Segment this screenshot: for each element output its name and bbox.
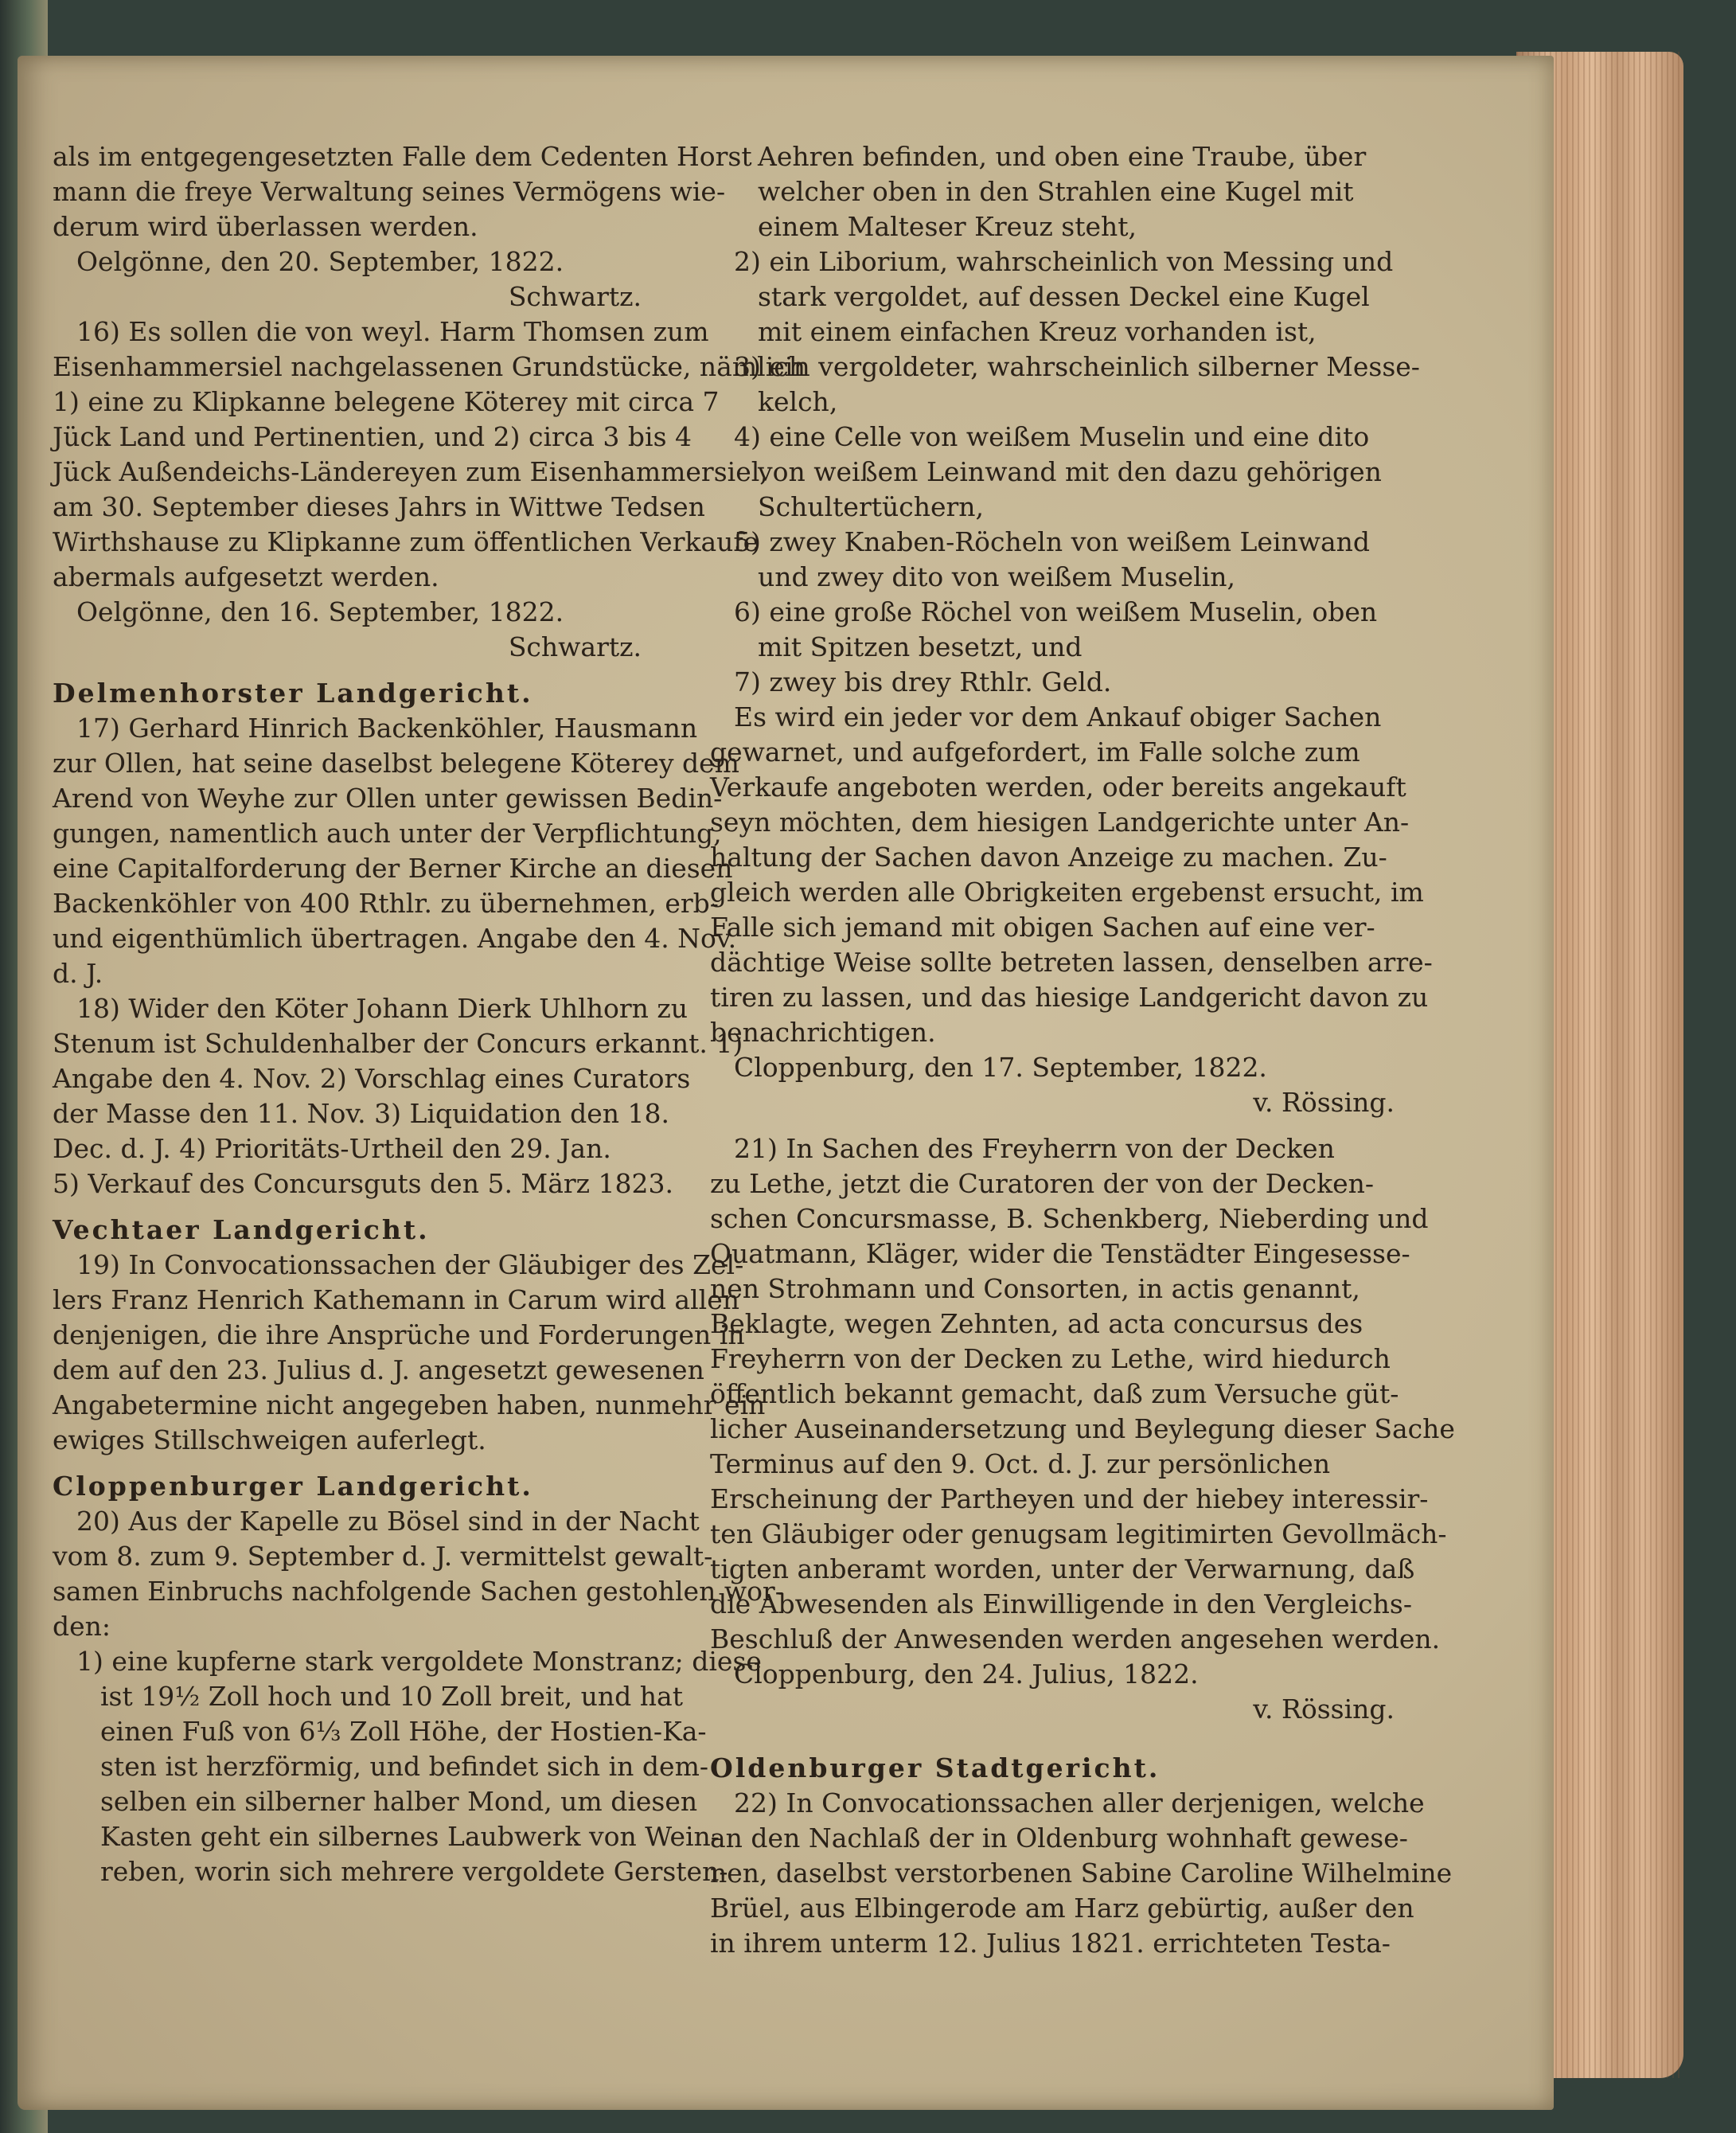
text-line: Eisenhammersiel nachgelassenen Grundstücke, nämlich: [53, 351, 806, 382]
text-line: tigten anberamt worden, unter der Verwarnung, daß: [710, 1553, 1415, 1584]
text-line: Arend von Weyhe zur Ollen unter gewissen Bedin-: [53, 783, 723, 814]
text-line: nen Strohmann und Consorten, in actis genannt,: [710, 1273, 1360, 1304]
text-line: zu Lethe, jetzt die Curatoren der von der Decken-: [710, 1168, 1375, 1199]
text-line: 20) Aus der Kapelle zu Bösel sind in der Nacht: [76, 1506, 700, 1537]
text-line: seyn möchten, dem hiesigen Landgerichte unter An-: [710, 807, 1410, 838]
text-line: 1) eine zu Klipkanne belegene Köterey mit circa 7: [53, 386, 720, 417]
text-line: mit Spitzen besetzt, und: [758, 631, 1083, 662]
text-line: von weißem Leinwand mit den dazu gehörigen: [758, 456, 1382, 487]
text-line: 19) In Convocationssachen der Gläubiger des Zel-: [76, 1249, 744, 1280]
text-line: Aehren befinden, und oben eine Traube, über: [758, 141, 1367, 172]
text-line: und zwey dito von weißem Muselin,: [758, 561, 1236, 592]
text-line: Stenum ist Schuldenhalber der Concurs erkannt. 1): [53, 1028, 743, 1059]
list-item: 1) eine kupferne stark vergoldete Monstranz; diese: [76, 1646, 762, 1677]
signature: Schwartz.: [508, 281, 642, 312]
text-line: die Abwesenden als Einwilligende in den Vergleichs-: [710, 1588, 1412, 1619]
text-line: Falle sich jemand mit obigen Sachen auf eine ver-: [710, 912, 1375, 943]
text-line: tiren zu lassen, und das hiesige Landgericht davon zu: [710, 982, 1429, 1013]
text-line: samen Einbruchs nachfolgende Sachen gestohlen wor-: [53, 1576, 784, 1607]
text-line: stark vergoldet, auf dessen Deckel eine Kugel: [758, 281, 1370, 312]
list-item: 6) eine große Röchel von weißem Muselin, oben: [734, 596, 1378, 627]
text-line: Schultertüchern,: [758, 491, 985, 522]
text-line: 22) In Convocationssachen aller derjenigen, welche: [734, 1787, 1425, 1819]
text-line: selben ein silberner halber Mond, um diesen: [100, 1786, 698, 1817]
section-heading: Vechtaer Landgericht.: [53, 1214, 430, 1245]
text-line: mit einem einfachen Kreuz vorhanden ist,: [758, 316, 1317, 347]
text-line: 5) Verkauf des Concursguts den 5. März 1823.: [53, 1168, 674, 1199]
text-line: benachrichtigen.: [710, 1017, 936, 1048]
list-item: 5) zwey Knaben-Röcheln von weißem Leinwand: [734, 526, 1371, 557]
text-line: ten Gläubiger oder genugsam legitimirten Gevollmäch-: [710, 1518, 1447, 1549]
text-line: derum wird überlassen werden.: [53, 211, 478, 242]
signature: v. Rössing.: [1253, 1694, 1395, 1725]
text-line: dächtige Weise sollte betreten lassen, denselben arre-: [710, 947, 1433, 978]
text-line: Wirthshause zu Klipkanne zum öffentlichen Verkaufe: [53, 526, 759, 557]
text-line: 17) Gerhard Hinrich Backenköhler, Hausmann: [76, 713, 698, 744]
text-line: Kasten geht ein silbernes Laubwerk von Wein-: [100, 1821, 720, 1852]
dateline: Oelgönne, den 16. September, 1822.: [76, 596, 564, 627]
text-line: an den Nachlaß der in Oldenburg wohnhaft gewese-: [710, 1822, 1408, 1854]
text-line: zur Ollen, hat seine daselbst belegene Köterey dem: [53, 748, 739, 779]
text-line: kelch,: [758, 386, 838, 417]
list-item: 4) eine Celle von weißem Muselin und eine dito: [734, 421, 1370, 452]
text-line: gleich werden alle Obrigkeiten ergebenst ersucht, im: [710, 877, 1424, 908]
text-line: gewarnet, und aufgefordert, im Falle solche zum: [710, 736, 1360, 768]
text-line: als im entgegengesetzten Falle dem Cedenten Horst: [53, 141, 752, 172]
text-line: am 30. September dieses Jahrs in Wittwe Tedsen: [53, 491, 705, 522]
text-line: gungen, namentlich auch unter der Verpflichtung,: [53, 818, 722, 849]
text-line: Erscheinung der Partheyen und der hiebey interessir-: [710, 1483, 1429, 1514]
text-line: mann die freye Verwaltung seines Vermögens wie-: [53, 176, 726, 207]
text-line: Angabetermine nicht angegeben haben, nunmehr ein: [53, 1389, 766, 1420]
text-line: Jück Land und Pertinentien, und 2) circa 3 bis 4: [53, 421, 692, 452]
dateline: Cloppenburg, den 24. Julius, 1822.: [734, 1658, 1199, 1690]
text-line: einem Malteser Kreuz steht,: [758, 211, 1137, 242]
text-line: lers Franz Henrich Kathemann in Carum wird allen: [53, 1284, 739, 1315]
text-line: den:: [53, 1611, 111, 1642]
text-line: der Masse den 11. Nov. 3) Liquidation den 18.: [53, 1098, 669, 1129]
text-line: dem auf den 23. Julius d. J. angesetzt gewesenen: [53, 1354, 704, 1385]
text-line: Backenköhler von 400 Rthlr. zu übernehmen, erb-: [53, 888, 719, 919]
text-line: Es wird ein jeder vor dem Ankauf obiger Sachen: [734, 701, 1382, 732]
text-line: haltung der Sachen davon Anzeige zu machen. Zu-: [710, 842, 1387, 873]
section-heading: Delmenhorster Landgericht.: [53, 678, 533, 709]
signature: Schwartz.: [508, 631, 642, 662]
text-line: und eigenthümlich übertragen. Angabe den 4. Nov.: [53, 923, 737, 954]
right-column: [710, 139, 1455, 1961]
text-line: Beklagte, wegen Zehnten, ad acta concursus des: [710, 1308, 1363, 1339]
section-heading: Cloppenburger Landgericht.: [53, 1471, 533, 1502]
text-line: reben, worin sich mehrere vergoldete Gersten-: [100, 1856, 728, 1887]
text-line: ist 19½ Zoll hoch und 10 Zoll breit, und hat: [100, 1681, 683, 1712]
text-line: denjenigen, die ihre Ansprüche und Forderungen in: [53, 1319, 745, 1350]
text-line: Angabe den 4. Nov. 2) Vorschlag eines Curators: [53, 1063, 691, 1094]
text-line: Brüel, aus Elbingerode am Harz gebürtig, außer den: [710, 1893, 1414, 1924]
text-line: 18) Wider den Köter Johann Dierk Uhlhorn zu: [76, 993, 688, 1024]
text-line: welcher oben in den Strahlen eine Kugel mit: [758, 176, 1354, 207]
text-line: 16) Es sollen die von weyl. Harm Thomsen zum: [76, 316, 709, 347]
text-line: abermals aufgesetzt werden.: [53, 561, 439, 592]
text-line: Beschluß der Anwesenden werden angesehen werden.: [710, 1623, 1441, 1654]
text-line: d. J.: [53, 958, 103, 989]
document-page: [18, 56, 1554, 2110]
text-line: ewiges Stillschweigen auferlegt.: [53, 1424, 486, 1455]
text-line: Freyherrn von der Decken zu Lethe, wird hiedurch: [710, 1343, 1391, 1374]
text-line: schen Concursmasse, B. Schenkberg, Nieberding und: [710, 1203, 1429, 1234]
text-line: öffentlich bekannt gemacht, daß zum Versuche güt-: [710, 1378, 1399, 1409]
text-line: licher Auseinandersetzung und Beylegung dieser Sache: [710, 1413, 1455, 1444]
text-line: eine Capitalforderung der Berner Kirche an diesen: [53, 853, 733, 884]
list-item: 3) ein vergoldeter, wahrscheinlich silberner Messe-: [734, 351, 1420, 382]
text-line: in ihrem unterm 12. Julius 1821. errichteten Testa-: [710, 1928, 1391, 1959]
list-item: 2) ein Liborium, wahrscheinlich von Messing und: [734, 246, 1394, 277]
signature: v. Rössing.: [1253, 1087, 1395, 1118]
text-line: einen Fuß von 6⅓ Zoll Höhe, der Hostien-Ka-: [100, 1716, 707, 1747]
text-line: Terminus auf den 9. Oct. d. J. zur persönlichen: [710, 1448, 1331, 1479]
text-line: Quatmann, Kläger, wider die Tenstädter Eingesesse-: [710, 1238, 1410, 1269]
text-line: sten ist herzförmig, und befindet sich in dem-: [100, 1751, 709, 1782]
list-item: 7) zwey bis drey Rthlr. Geld.: [734, 666, 1112, 697]
section-heading: Oldenburger Stadtgericht.: [710, 1752, 1161, 1783]
dateline: Oelgönne, den 20. September, 1822.: [76, 246, 564, 277]
text-line: Dec. d. J. 4) Prioritäts-Urtheil den 29. Jan.: [53, 1133, 611, 1164]
text-line: 21) In Sachen des Freyherrn von der Decken: [734, 1133, 1335, 1164]
text-line: Verkaufe angeboten werden, oder bereits angekauft: [710, 772, 1406, 803]
text-line: vom 8. zum 9. September d. J. vermittelst gewalt-: [53, 1541, 713, 1572]
text-line: Jück Außendeichs-Ländereyen zum Eisenhammersiel,: [53, 456, 768, 487]
text-line: nen, daselbst verstorbenen Sabine Caroline Wilhelmine: [710, 1858, 1453, 1889]
dateline: Cloppenburg, den 17. September, 1822.: [734, 1052, 1267, 1083]
